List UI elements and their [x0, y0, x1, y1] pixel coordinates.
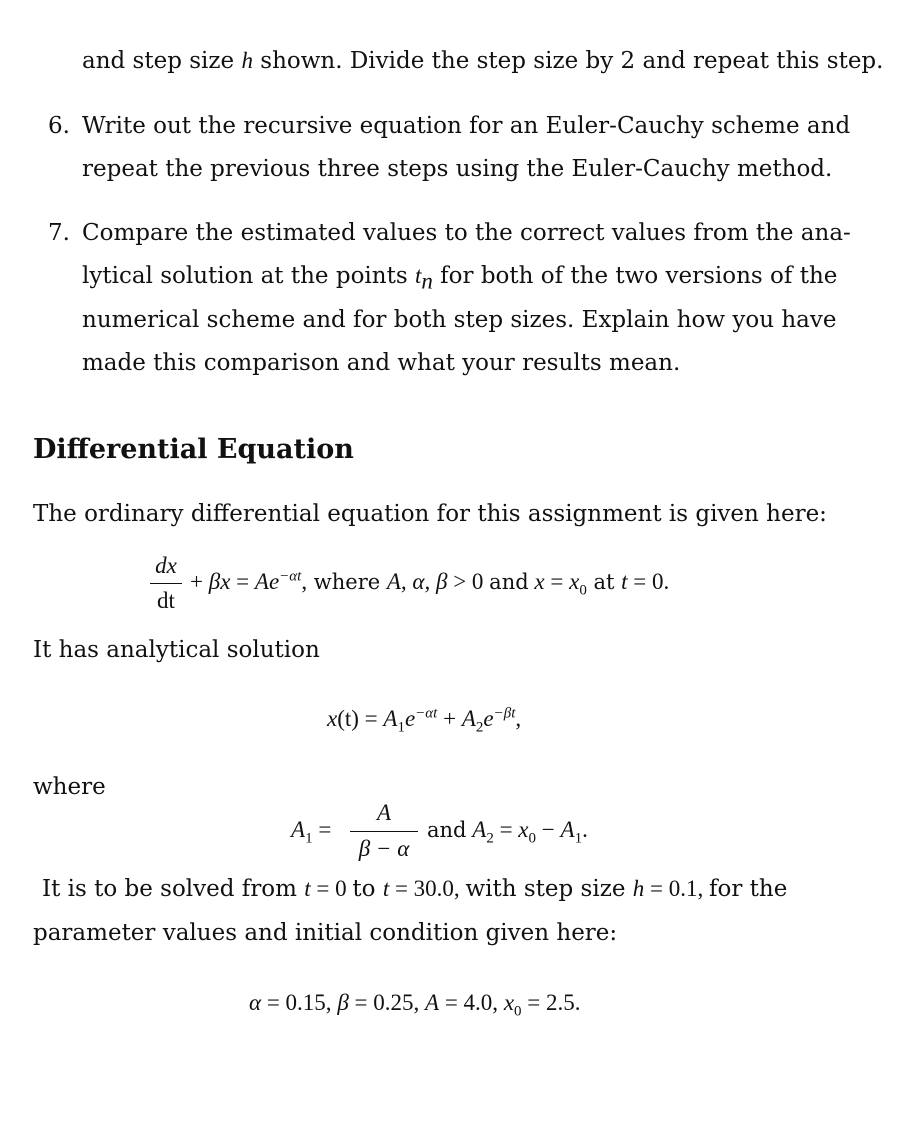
sol-A1: A — [383, 706, 398, 731]
solve-t1: t — [304, 876, 311, 901]
solve-line1 — [42, 876, 787, 902]
coeff-denominator: β − α — [358, 836, 410, 861]
step7-line1: Compare the estimated values to the correct values from the ana- — [82, 220, 851, 246]
sol-exp1: −αt — [415, 705, 438, 722]
coeff-minus: − — [536, 817, 561, 842]
coeff-A1b-sub: 1 — [574, 830, 583, 847]
step5-text-a: and step size — [82, 48, 242, 74]
sol-A2-sub: 2 — [475, 719, 484, 736]
param-A: A — [425, 990, 440, 1015]
solve-for: for the — [708, 876, 788, 902]
coeff-A1-sub: 1 — [305, 830, 313, 847]
analytical-solution — [327, 705, 522, 736]
step7-line2-b: for both of the two versions of the — [432, 263, 838, 289]
step7-number: 7. — [48, 220, 70, 246]
step5-continuation — [82, 48, 883, 74]
step7-line2 — [82, 263, 838, 294]
step6-line1: Write out the recursive equation for an Euler-Cauchy scheme and — [82, 113, 851, 139]
at-word: at — [586, 570, 622, 594]
t-symbol: t — [621, 569, 628, 594]
ode-rest — [190, 568, 670, 599]
param-beta-value: = 0.25, — [348, 990, 426, 1015]
parameter-values — [249, 990, 581, 1020]
sol-A2: A — [461, 706, 476, 731]
beta-symbol: β — [208, 569, 221, 594]
section-heading: Differential Equation — [33, 434, 354, 465]
param-A-value: = 4.0, — [439, 990, 504, 1015]
x0-symbol: x — [569, 569, 580, 594]
solve-line2: parameter values and initial condition given here: — [33, 920, 618, 946]
sol-e1: e — [404, 706, 416, 731]
solve-t2: t — [382, 876, 390, 901]
coeff-numerator: A — [376, 800, 392, 825]
step7-line4: made this comparison and what your results mean. — [82, 350, 681, 376]
intro-text: The ordinary differential equation for this assignment is given here: — [33, 501, 827, 527]
solution-intro: It has analytical solution — [33, 637, 320, 663]
tn-subscript: n — [421, 268, 433, 294]
coeff-fraction-bar — [350, 831, 418, 832]
step-size-symbol: h — [241, 48, 253, 73]
ode-comma: , — [301, 569, 308, 594]
step7-line3: numerical scheme and for both step sizes. Explain how you have — [82, 307, 837, 333]
t-initial: = 0. — [627, 569, 670, 594]
param-x0-value: = 2.5. — [521, 990, 581, 1015]
and-word: and — [489, 570, 529, 594]
param-alpha-value: = 0.15, — [261, 990, 338, 1015]
x-symbol: x — [220, 569, 231, 594]
sol-x: x — [327, 706, 338, 731]
positivity: > 0 — [447, 569, 490, 594]
step6-number: 6. — [48, 113, 70, 139]
param-beta: β — [337, 990, 349, 1015]
solve-h: h — [632, 876, 645, 901]
coeff-x0-sub: 0 — [528, 830, 537, 847]
step5-text-b: shown. Divide the step size by 2 and repeat this step. — [252, 48, 884, 74]
param-x0: x — [503, 990, 515, 1015]
A-symbol: A — [254, 569, 269, 594]
exp-base: e — [268, 569, 280, 594]
coeff-A1b: A — [560, 817, 575, 842]
sol-A1-sub: 1 — [397, 719, 405, 736]
ode-fraction-bar — [150, 583, 182, 584]
sol-plus: + — [437, 706, 462, 731]
solve-to: to — [352, 876, 376, 902]
coeff-A1-symbol: A — [291, 817, 306, 842]
where-word: where — [307, 570, 387, 594]
sol-arg: (t) = — [337, 706, 384, 731]
coeff-period: . — [582, 817, 588, 842]
coeff-x0: x — [518, 817, 529, 842]
x0-subscript: 0 — [579, 582, 587, 599]
ode-plus: + — [190, 569, 209, 594]
ode-denominator: dt — [157, 588, 175, 613]
param-alpha: α — [249, 990, 262, 1015]
coeff-equals-2: = — [493, 817, 519, 842]
coeff-A2-sub: 2 — [486, 830, 494, 847]
coeff-A1 — [291, 817, 332, 847]
solve-v3: = 0.1, — [644, 876, 709, 901]
x-symbol-2: x — [528, 569, 545, 594]
solve-v2: = 30.0, — [389, 876, 466, 901]
step7-line2-a: lytical solution at the points — [82, 263, 415, 289]
solve-text-a: It is to be solved from — [42, 876, 305, 902]
solve-v1: = 0 — [310, 876, 353, 901]
param-list: A, α, β — [386, 569, 448, 594]
coeff-A2-symbol: A — [472, 817, 487, 842]
where-label: where — [33, 774, 106, 800]
coeff-equals: = — [312, 817, 332, 842]
coeff-and: and — [427, 818, 467, 842]
param-x0-sub: 0 — [514, 1003, 522, 1020]
ode-equals: = — [230, 569, 255, 594]
ode-numerator: dx — [155, 553, 177, 578]
sol-e2: e — [483, 706, 494, 731]
coeff-A2 — [427, 817, 588, 847]
step6-line2: repeat the previous three steps using the Euler-Cauchy method. — [82, 156, 833, 182]
exp-power: −αt — [279, 568, 302, 585]
sol-exp2: −βt — [493, 705, 516, 722]
tn-symbol: t — [414, 263, 422, 288]
sol-comma: , — [515, 706, 522, 731]
ode-equals-2: = — [544, 569, 570, 594]
solve-with: with step size — [465, 876, 626, 902]
